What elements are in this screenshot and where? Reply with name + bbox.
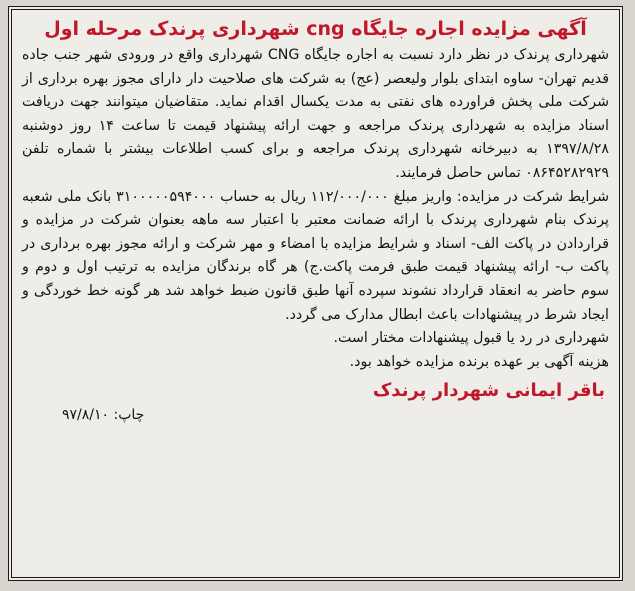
notice-paragraph: هزینه آگهی بر عهده برنده مزایده خواهد بود. xyxy=(349,353,609,370)
notice-paragraph: شهرداری پرندک در نظر دارد نسبت به اجاره جایگاه CNG شهرداری واقع در ورودی شهر جنب جاده قدیم تهران- ساوه ابتدای بلوار ولیعصر (عج) به شرکت های صلاحیت دار دارای مجوز بهره برداری از شرکت ملی پخش فراورده های نفتی به مدت یکسال اقدام نماید. متقاضیان میتوانند جهت دریافت اسناد مزایده به شهرداری پرندک مراجعه و جهت ارائه پیشنهاد قیمت تا ساعت ۱۴ روز دوشنبه ۱۳۹۷/۸/۲۸ به دبیرخانه شهرداری پرندک مراجعه و برای کسب اطلاعات بیشتر با شماره تلفن ۰۸۶۴۵۲۸۲۹۲۹ تماس حاصل فرمایند. xyxy=(22,47,609,181)
auction-notice xyxy=(8,6,623,581)
print-label: چاپ: xyxy=(113,407,145,424)
print-date: ۹۷/۸/۱۰ xyxy=(62,407,110,424)
notice-body xyxy=(22,44,609,374)
notice-paragraph: شرایط شرکت در مزایده: واریز مبلغ ۱۱۲/۰۰۰/۰۰۰ ریال به حساب ۳۱۰۰۰۰۰۵۹۴۰۰۰ بانک ملی شعبه پرندک بنام شهرداری پرندک با ارائه ضمانت معتبر با اعتبار سه ماهه بعنوان شرکت در مزایده و قراردادن در پاکت الف- اسناد و شرایط مزایده با امضاء و مهر شرکت و ارائه مجوز بهره برداری در پاکت ب- ارائه پیشنهاد قیمت طبق فرمت پاکت.ج) هر گاه برندگان مزایده به ترتیب اول و دوم و سوم حاضر به انعقاد قرارداد نشوند سپرده آنها طبق قانون ضبط خواهد شد هر گونه خط خوردگی و ایجاد شرط در پیشنهادات باعث ابطال مدارک می گردد. xyxy=(22,188,609,323)
notice-paragraph: شهرداری در رد یا قبول پیشنهادات مختار است. xyxy=(333,330,609,347)
print-date-line xyxy=(22,404,609,426)
notice-signature: باقر ایمانی شهردار پرندک xyxy=(372,380,605,402)
notice-title: آگهی مزایده اجاره جایگاه cng شهرداری پرندک مرحله اول xyxy=(44,18,587,40)
